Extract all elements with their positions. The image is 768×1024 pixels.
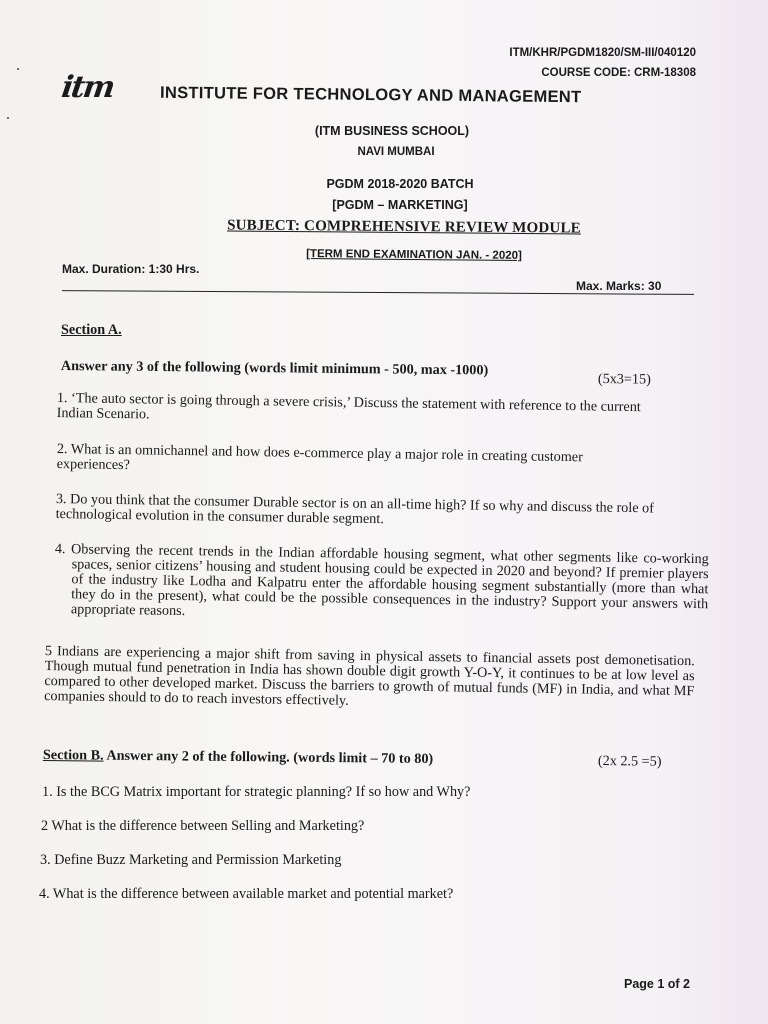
section-b-question-3: 3. Define Buzz Marketing and Permission Marketing [40,852,342,868]
section-b-title: Section B. [42,747,104,764]
term-label: [TERM END EXAMINATION JAN. - 2020] [306,248,522,262]
section-a-question-3: 3. Do you think that the consumer Durable sector is on an all-time high? If so why and discuss the role of technological evolution in the consumer durable segment. [55,491,655,528]
section-b-heading [43,748,523,768]
institute-name: INSTITUTE FOR TECHNOLOGY AND MANAGEMENT [159,83,582,107]
section-a-question-1: 1. ‘The auto sector is going through a severe crisis,’ Discuss the statement with reference to the current Indian Scenario. [56,390,641,423]
scan-speck [7,117,9,119]
batch-label: PGDM 2018-2020 BATCH [326,177,474,191]
program-label: [PGDM – MARKETING] [332,198,468,212]
section-a-title: Section A. [61,322,122,338]
section-b-question-1: 1. Is the BCG Matrix important for strategic planning? If so how and Why? [42,784,471,800]
city-name: NAVI MUMBAI [357,146,435,158]
scan-speck [17,68,19,70]
max-duration: Max. Duration: 1:30 Hrs. [62,262,200,276]
section-a-question-5: 5 Indians are experiencing a major shift from saving in physical assets to financial assets post demonetisation. Though mutual fund penetration in India has shown double digit growth Y-O-Y, it continues to be at low level as compared to other developed market. Discuss the barriers to growth of mutual funds (MF) in India, and what MF companies should to do to reach investors effectively. [44,643,695,709]
section-b-question-2: 2 What is the difference between Selling and Marketing? [41,818,365,834]
section-a-marks: (5x3=15) [597,371,651,388]
section-a-instruction: Answer any 3 of the following (words limit minimum - 500, max -1000) [60,358,489,379]
school-name: (ITM BUSINESS SCHOOL) [314,124,470,138]
section-b-marks: (2x 2.5 =5) [597,753,662,770]
section-a-question-2: 2. What is an omnichannel and how does e-commerce play a major role in creating customer experiences? [56,441,584,474]
reference-code: ITM/KHR/PGDM1820/SM-III/040120 [509,47,696,59]
section-b-instruction: Answer any 2 of the following. (words limit – 70 to 80) [106,747,434,768]
itm-logo: itm [59,70,116,105]
course-code: COURSE CODE: CRM-18308 [541,67,696,79]
page-number: Page 1 of 2 [624,977,690,991]
section-a-question-4: 4. Observing the recent trends in the Indian affordable housing segment, what other segments like co-working spaces, senior citizens’ housing and student housing could be expected in 2020 and beyond? If premier players of the industry like Lodha and Kalpatru enter the affordable housing segment substantially (more than what they do in the present), what could be the possible consequences in the industry? Support your answers with appropriate reasons. [54,541,709,620]
subject-title: SUBJECT: COMPREHENSIVE REVIEW MODULE [227,217,581,237]
section-b-question-4: 4. What is the difference between available market and potential market? [39,886,454,902]
max-marks: Max. Marks: 30 [576,279,662,293]
